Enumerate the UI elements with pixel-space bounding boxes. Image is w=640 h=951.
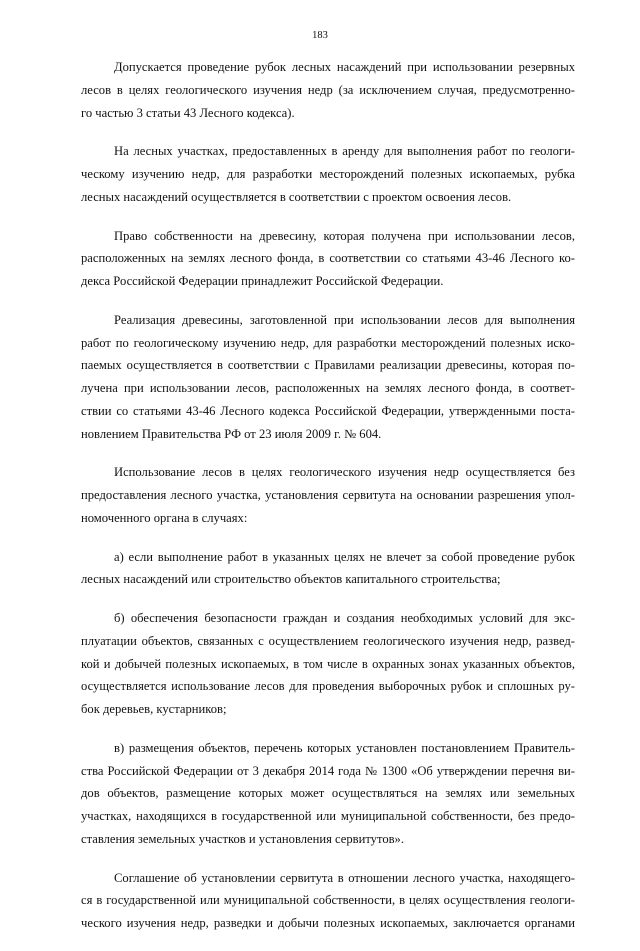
paragraph-line: Использование лесов в целях геологического изучения недр осуществляется без [114, 465, 575, 480]
paragraph-line: а) если выполнение работ в указанных целях не влечет за собой проведение рубок [114, 549, 575, 564]
paragraph-line: Реализация древесины, заготовленной при использовании лесов для выполнения [114, 312, 575, 327]
paragraph [81, 56, 575, 124]
paragraph-line: осуществляется использование лесов для проведения выборочных рубок и сплошных ру- [81, 679, 575, 694]
page-number: 183 [312, 30, 328, 41]
paragraph-line: ствии со статьями 43-46 Лесного кодекса Российской Федерации, утвержденными поста- [81, 403, 575, 418]
paragraph [81, 867, 575, 935]
body-text [81, 56, 575, 951]
paragraph [81, 461, 575, 529]
paragraph-line: в) размещения объектов, перечень которых установлен постановлением Правитель- [114, 740, 575, 755]
paragraph-line: декса Российской Федерации принадлежит Российской Федерации. [81, 274, 444, 288]
paragraph [81, 309, 575, 446]
paragraph-line: Соглашение об установлении сервитута в отношении лесного участка, находящего- [114, 870, 575, 885]
paragraph-line: дов объектов, размещение которых может осуществляться на землях или земельных [81, 786, 575, 801]
paragraph-line: Допускается проведение рубок лесных насаждений при использовании резервных [114, 60, 575, 74]
paragraph-line: ся в государственной или муниципальной собственности, в целях осуществления геологи- [81, 893, 575, 908]
paragraph-line: ческого изучения недр, разведки и добычи полезных ископаемых, заключается органами [81, 916, 575, 930]
paragraph-line: лесных насаждений или строительство объектов капитального строительства; [81, 572, 501, 587]
paragraph-line: расположенных на землях лесного фонда, в соответствии со статьями 43-46 Лесного ко- [81, 251, 575, 266]
paragraph-line: новлением Правительства РФ от 23 июля 2009 г. № 604. [81, 426, 382, 441]
paragraph-line: б) обеспечения безопасности граждан и создания необходимых условий для экс- [114, 611, 575, 625]
paragraph [81, 140, 575, 208]
paragraph-line: го частью 3 статьи 43 Лесного кодекса). [81, 105, 295, 120]
paragraph-line: кой и добычей полезных ископаемых, в том числе в охранных зонах указанных объектов, [81, 656, 575, 671]
paragraph-line: ставления земельных участков и установления сервитутов». [81, 831, 405, 846]
paragraph-line: ства Российской Федерации от 3 декабря 2014 года № 1300 «Об утверждении перечня ви- [81, 763, 575, 778]
paragraph-line: лесных насаждений осуществляется в соответствии с проектом освоения лесов. [81, 189, 512, 204]
paragraph-line: паемых осуществляется в соответствии с Правилами реализации древесины, которая по- [81, 358, 575, 373]
paragraph [81, 225, 575, 293]
paragraph-line: участках, находящихся в государственной или муниципальной собственности, без предо- [81, 809, 575, 823]
paragraph-line: лесов в целях геологического изучения недр (за исключением случая, предусмотренно- [81, 82, 575, 97]
paragraph-line: лучена при использовании лесов, расположенных на землях лесного фонда, в соответ- [81, 381, 575, 395]
paragraph-line: номоченного органа в случаях: [81, 510, 248, 525]
paragraph-line: бок деревьев, кустарников; [81, 702, 227, 716]
paragraph-line: ческому изучению недр, для разработки месторождений полезных ископаемых, рубка [81, 167, 575, 181]
paragraph [81, 546, 575, 592]
paragraph-line: На лесных участках, предоставленных в аренду для выполнения работ по геологи- [114, 144, 575, 159]
paragraph-line: работ по геологическому изучению недр, для разработки месторождений полезных иско- [81, 335, 575, 350]
paragraph-line: плуатации объектов, связанных с осуществлением геологического изучения недр, развед- [81, 633, 575, 648]
paragraph [81, 737, 575, 851]
paragraph-line: Право собственности на древесину, которая получена при использовании лесов, [114, 228, 575, 243]
paragraph-line: предоставления лесного участка, установления сервитута на основании разрешения упол- [81, 488, 575, 502]
paragraph [81, 607, 575, 721]
